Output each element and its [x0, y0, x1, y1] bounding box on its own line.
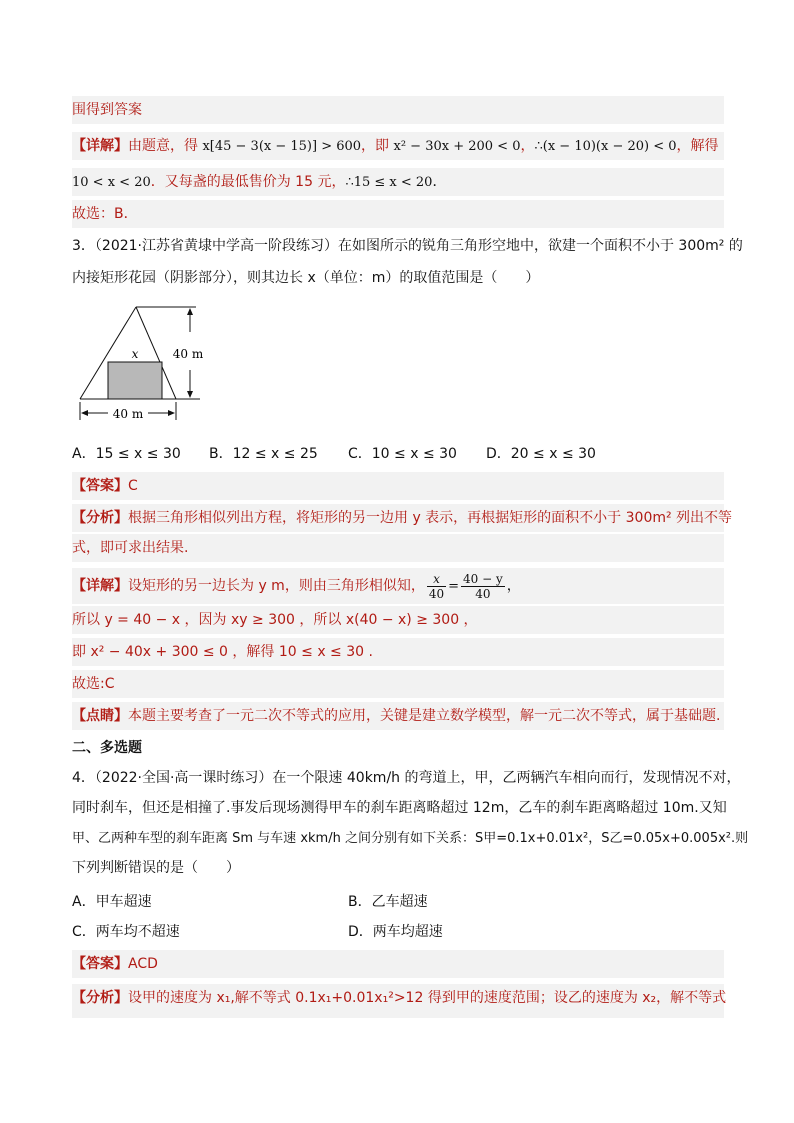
choice-line [72, 200, 724, 228]
detail-text: 设矩形的另一边长为 y m，则由三角形相似知， [128, 578, 425, 594]
shaded-rectangle [108, 362, 162, 399]
analysis-text: 设甲的速度为 x₁,解不等式 0.1x₁+0.01x₁²>12 得到甲的速度范围；设乙的速度为 x₂，解不等式 [128, 990, 727, 1006]
choice-text: 故选:C [72, 676, 115, 692]
detail-line-q3-3 [72, 638, 724, 666]
analysis-text: 根据三角形相似列出方程，将矩形的另一边用 y 表示，再根据矩形的面积不小于 300m² 列出不等 [128, 510, 733, 526]
option-a: A．甲车超速 [72, 894, 152, 910]
question-3-line-1 [72, 232, 743, 260]
answer-label: 【答案】 [72, 478, 128, 494]
detail-text: 所以 y = 40 − x ，因为 xy ≥ 300 ，所以 x(40 − x) ≥ 300 ， [72, 612, 478, 628]
analysis-line-2 [72, 534, 724, 562]
detail-text: 由题意，得 [128, 138, 203, 154]
option-d: D．20 ≤ x ≤ 30 [486, 446, 596, 462]
analysis-line-1 [72, 504, 733, 532]
final-range-expression: ∴15 ≤ x < 20 [345, 175, 433, 190]
analysis-text: 式，即可求出结果. [72, 540, 189, 556]
detail-line-2 [72, 168, 724, 196]
question-text: 内接矩形花园（阴影部分），则其边长 x（单位：m）的取值范围是（ ） [72, 270, 540, 286]
rect-side-label: x [131, 347, 139, 361]
detail-text: ，解得 [676, 138, 719, 154]
fraction-numerator: 40 − y [463, 571, 503, 586]
detail-line [72, 132, 724, 160]
quadratic-expression: x² − 30x + 200 < 0 [393, 139, 521, 154]
detail-text: 即 x² − 40x + 300 ≤ 0 ，解得 10 ≤ x ≤ 30 . [72, 644, 373, 660]
section-title: 二、多选题 [72, 740, 142, 756]
fraction-denominator: 40 [428, 586, 445, 601]
equals-sign: = [448, 579, 460, 594]
option-d: D．两车均超速 [348, 924, 443, 940]
comment-line [72, 702, 724, 730]
solution-continuation-line [72, 96, 724, 124]
question-4-line-1 [72, 764, 741, 792]
question-4-line-4 [72, 854, 724, 882]
width-arrowhead-left [81, 410, 88, 416]
question-3-options [72, 440, 724, 468]
analysis-label: 【分析】 [72, 990, 128, 1006]
detail-line-q3-2 [72, 606, 724, 634]
inequality-expression: x[45 − 3(x − 15)] > 600 [202, 139, 362, 154]
analysis-label: 【分析】 [72, 510, 128, 526]
detail-text: ， [506, 578, 521, 594]
question-4-options-row-2 [72, 918, 724, 946]
detail-label: 【详解】 [72, 138, 128, 154]
height-label: 40 m [172, 347, 204, 361]
question-text: 下列判断错误的是（ ） [72, 860, 240, 876]
answer-value: ACD [128, 956, 158, 972]
question-text: 同时刹车，但还是相撞了.事发后现场测得甲车的刹车距离略超过 12m，乙车的刹车距离略超过 10m.又知 [72, 800, 727, 816]
height-arrowhead-down [187, 391, 193, 398]
section-heading [72, 734, 724, 762]
question-text: 4．（2022·全国·高一课时练习）在一个限速 40km/h 的弯道上，甲，乙两辆汽车相向而行，发现情况不对， [72, 770, 741, 786]
option-a: A．15 ≤ x ≤ 30 [72, 446, 181, 462]
detail-text: ，即 [361, 138, 394, 154]
fraction-numerator: x [427, 572, 446, 587]
question-3-line-2 [72, 264, 724, 292]
question-4-options-row-1 [72, 888, 724, 916]
fraction-denominator: 40 [475, 586, 491, 601]
choice-line-q3 [72, 670, 724, 698]
option-b: B．12 ≤ x ≤ 25 [209, 446, 318, 462]
fraction-left [427, 572, 446, 601]
question-text: 3．（2021·江苏省黄埭中学高一阶段练习）在如图所示的锐角三角形空地中，欲建一个面积不小于 300m² 的 [72, 238, 743, 254]
triangle-figure [72, 302, 222, 426]
detail-text: ， [520, 138, 535, 154]
answer-label: 【答案】 [72, 956, 128, 972]
fraction-right [461, 572, 505, 601]
width-arrowhead-right [168, 410, 175, 416]
comment-text: 本题主要考查了一元二次不等式的应用，关键是建立数学模型，解一元二次不等式，属于基础题. [128, 708, 721, 724]
option-b: B．乙车超速 [348, 894, 428, 910]
factored-expression: ∴(x − 10)(x − 20) < 0 [534, 139, 677, 154]
detail-text: ．又每盏的最低售价为 15 元， [150, 174, 346, 190]
comment-label: 【点睛】 [72, 708, 128, 724]
answer-value: C [128, 478, 138, 494]
choice-text: 故选：B． [72, 206, 138, 222]
detail-label: 【详解】 [72, 578, 128, 594]
detail-text: ． [432, 174, 447, 190]
continuation-text: 围得到答案 [72, 102, 142, 118]
option-c: C．10 ≤ x ≤ 30 [348, 446, 457, 462]
range-expression: 10 < x < 20 [72, 175, 151, 190]
width-label: 40 m [112, 407, 144, 421]
question-4-line-3 [72, 824, 749, 852]
answer-line [72, 472, 724, 500]
question-4-line-2 [72, 794, 727, 822]
option-c: C．两车均不超速 [72, 924, 180, 940]
question-text: 甲、乙两种车型的刹车距离 Sm 与车速 xkm/h 之间分别有如下关系：S甲=0.1x+0.01x²，S乙=0.05x+0.005x².则 [72, 831, 749, 846]
height-arrowhead-up [187, 308, 193, 315]
answer-line-q4 [72, 950, 724, 978]
analysis-line-q4 [72, 984, 727, 1018]
detail-line-q3 [72, 568, 724, 604]
